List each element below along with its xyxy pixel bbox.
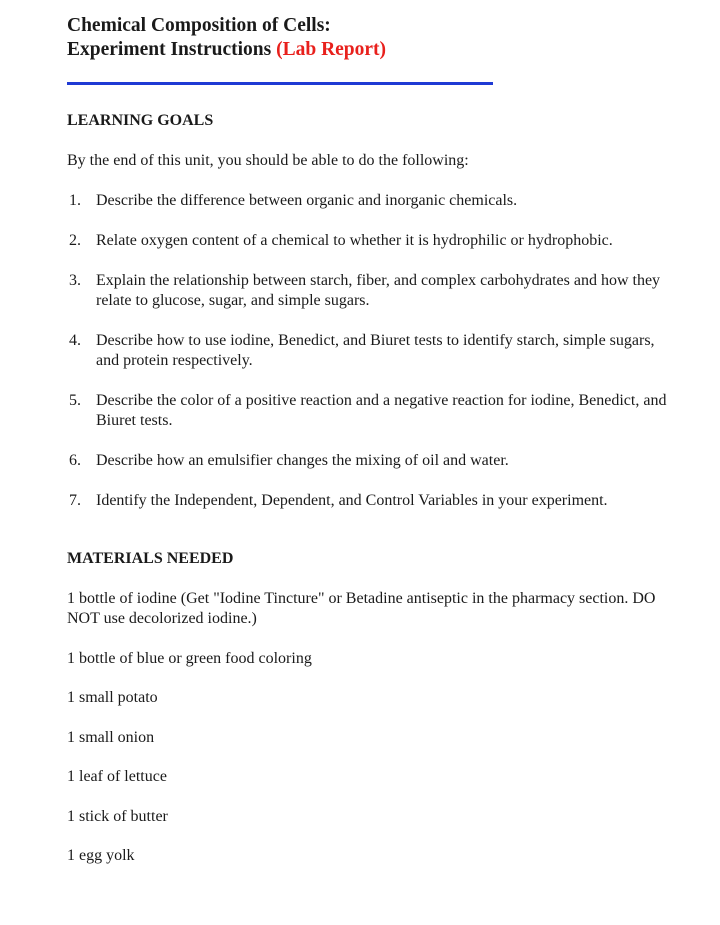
- list-item: [67, 191, 667, 211]
- document-page: [67, 14, 667, 886]
- list-item: [67, 271, 667, 311]
- list-item-text: Describe how to use iodine, Benedict, and Biuret tests to identify starch, simple sugars, and protein respectively.: [96, 332, 655, 369]
- title-accent: (Lab Report): [276, 39, 387, 60]
- learning-goals-heading: LEARNING GOALS: [67, 112, 214, 129]
- title-line-1: Chemical Composition of Cells:: [67, 15, 331, 36]
- list-item-text: Identify the Independent, Dependent, and Control Variables in your experiment.: [96, 492, 608, 509]
- list-item-number: 5.: [69, 392, 81, 409]
- list-item-text: Describe the color of a positive reaction and a negative reaction for iodine, Benedict, and Biuret tests.: [96, 392, 667, 429]
- material-item: 1 egg yolk: [67, 847, 135, 864]
- list-item-number: 4.: [69, 332, 81, 349]
- document-title: [67, 14, 667, 62]
- list-item: [67, 451, 667, 471]
- material-item: 1 leaf of lettuce: [67, 768, 167, 785]
- list-item: [67, 331, 667, 371]
- list-item-number: 3.: [69, 272, 81, 289]
- list-item-text: Explain the relationship between starch, fiber, and complex carbohydrates and how they relate to glucose, sugar, and simple sugars.: [96, 272, 661, 309]
- list-item-number: 2.: [69, 232, 81, 249]
- list-item-number: 1.: [69, 192, 81, 209]
- learning-goals-list: [67, 191, 667, 511]
- material-item: 1 stick of butter: [67, 807, 168, 825]
- list-item: [67, 491, 667, 511]
- materials-list: [67, 589, 667, 866]
- title-divider: [67, 82, 493, 85]
- title-line-2: Experiment Instructions: [67, 39, 272, 60]
- list-item-number: 6.: [69, 452, 81, 469]
- list-item-text: Describe the difference between organic and inorganic chemicals.: [96, 192, 518, 209]
- material-item: 1 small onion: [67, 728, 155, 746]
- list-item: [67, 391, 667, 431]
- list-item-text: Relate oxygen content of a chemical to whether it is hydrophilic or hydrophobic.: [96, 232, 613, 249]
- material-item: 1 bottle of blue or green food coloring: [67, 649, 312, 667]
- learning-goals-intro: By the end of this unit, you should be able to do the following:: [67, 152, 469, 169]
- list-item-number: 7.: [69, 492, 81, 509]
- materials-heading: MATERIALS NEEDED: [67, 550, 234, 567]
- material-item: 1 small potato: [67, 689, 158, 706]
- material-item: 1 bottle of iodine (Get "Iodine Tincture" or Betadine antiseptic in the pharmacy section. DO NOT use decolorized iodine.): [67, 590, 656, 627]
- list-item: [67, 231, 667, 251]
- list-item-text: Describe how an emulsifier changes the mixing of oil and water.: [96, 452, 509, 469]
